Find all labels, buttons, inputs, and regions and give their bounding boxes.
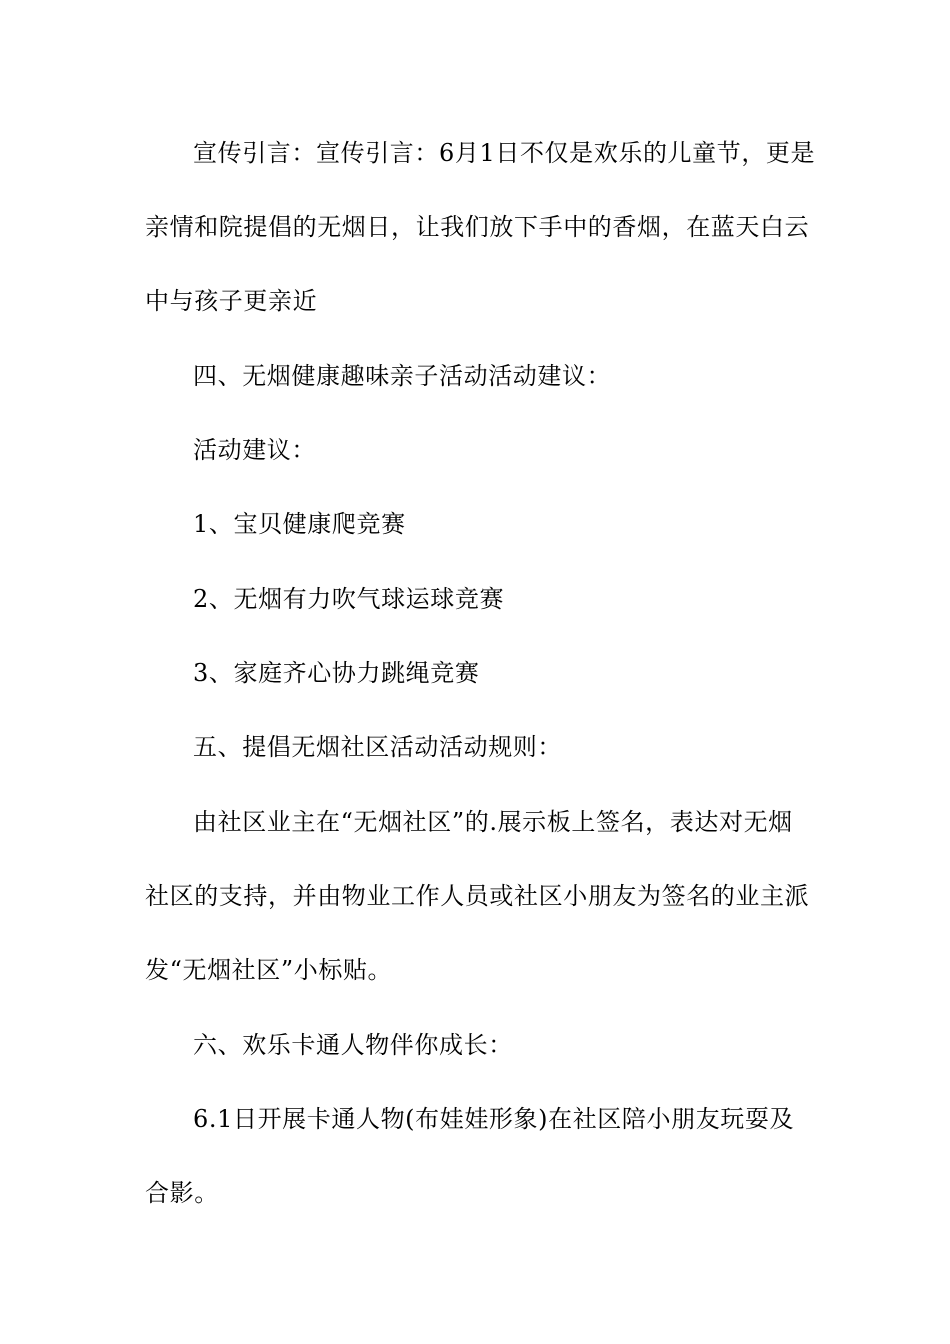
paragraph-line: 6.1日开展卡通人物(布娃娃形象)在社区陪小朋友玩耍及 [193,1105,795,1133]
paragraph-line: 发“无烟社区”小标贴。 [145,956,393,984]
list-item: 3、家庭齐心协力跳绳竞赛 [193,659,480,687]
paragraph-line: 社区的支持，并由物业工作人员或社区小朋友为签名的业主派 [145,882,810,910]
paragraph-line: 中与孩子更亲近 [145,287,318,315]
paragraph-line: 活动建议： [193,436,316,464]
list-item: 1、宝贝健康爬竞赛 [193,510,406,538]
section-heading: 四、无烟健康趣味亲子活动活动建议： [193,362,612,390]
section-heading: 六、欢乐卡通人物伴你成长： [193,1031,513,1059]
paragraph-line: 宣传引言：宣传引言：6月1日不仅是欢乐的儿童节，更是 [193,139,816,167]
paragraph-line: 合影。 [145,1179,219,1207]
paragraph-line: 由社区业主在“无烟社区”的.展示板上签名，表达对无烟 [193,808,793,836]
section-heading: 五、提倡无烟社区活动活动规则： [193,733,562,761]
list-item: 2、无烟有力吹气球运球竞赛 [193,585,505,613]
paragraph-line: 亲情和院提倡的无烟日，让我们放下手中的香烟，在蓝天白云 [145,213,810,241]
